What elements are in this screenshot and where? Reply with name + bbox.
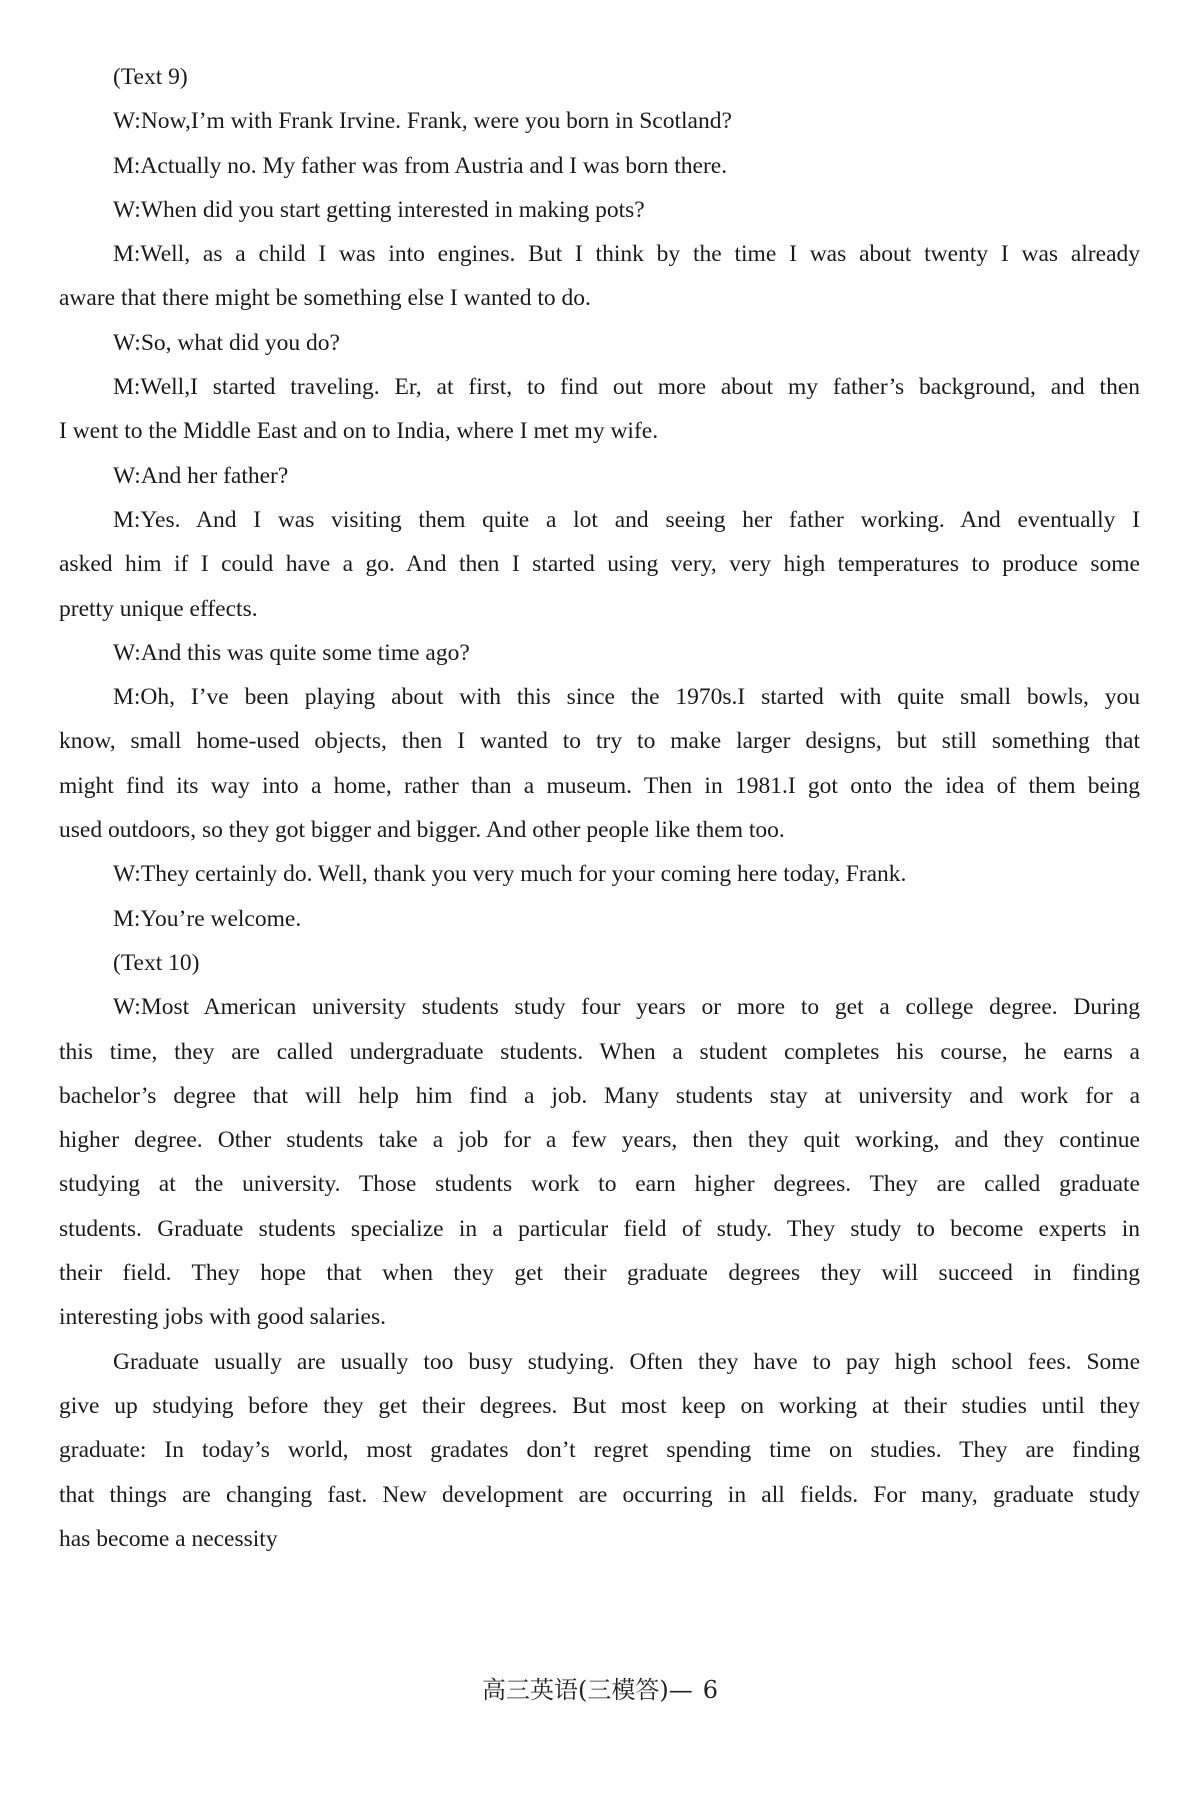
page-number: 6 xyxy=(702,1676,718,1704)
text-line: studying at the university. Those students work to earn higher degrees. They are called graduate xyxy=(59,1171,1140,1198)
text-line: M:You’re welcome. xyxy=(113,905,302,932)
text-line: (Text 10) xyxy=(113,949,200,976)
paragraph-m1 xyxy=(59,144,1140,188)
text-line: give up studying before they get their degrees. But most keep on working at their studies until they xyxy=(59,1392,1140,1419)
document-body xyxy=(59,55,1140,1561)
text-line: W:Now,I’m with Frank Irvine. Frank, were you born in Scotland? xyxy=(113,108,732,135)
paragraph-w1 xyxy=(59,99,1140,143)
text-line: I went to the Middle East and on to India, where I met my wife. xyxy=(59,418,659,445)
paragraph-m6 xyxy=(59,897,1140,941)
text-line: M:Yes. And I was visiting them quite a lot and seeing her father working. And eventually I xyxy=(113,506,1140,533)
text-line: this time, they are called undergraduate students. When a student completes his course, he earns a xyxy=(59,1038,1140,1065)
paragraph-w6 xyxy=(59,852,1140,896)
footer-title: 高三英语(三模答)— xyxy=(481,1676,693,1704)
text-line: W:And this was quite some time ago? xyxy=(113,639,470,666)
text-line: M:Well,I started traveling. Er, at first, to find out more about my father’s background, and then xyxy=(113,374,1140,401)
text-line: W:They certainly do. Well, thank you very much for your coming here today, Frank. xyxy=(113,861,907,888)
paragraph-m3 xyxy=(59,365,1140,454)
text-line: Graduate usually are usually too busy studying. Often they have to pay high school fees. Some xyxy=(113,1348,1140,1375)
text-line: know, small home-used objects, then I wanted to try to make larger designs, but still something that xyxy=(59,728,1140,755)
paragraph-m5 xyxy=(59,675,1140,852)
text-line: aware that there might be something else I wanted to do. xyxy=(59,285,591,312)
text-line: used outdoors, so they got bigger and bigger. And other people like them too. xyxy=(59,817,785,844)
text-line: (Text 9) xyxy=(113,64,188,90)
paragraph-w2 xyxy=(59,188,1140,232)
text-line: M:Well, as a child I was into engines. But I think by the time I was about twenty I was already xyxy=(113,241,1140,268)
paragraph-p2 xyxy=(59,1340,1140,1561)
text-line: higher degree. Other students take a job for a few years, then they quit working, and they continue xyxy=(59,1127,1140,1154)
paragraph-m2 xyxy=(59,232,1140,321)
text-line: graduate: In today’s world, most gradates don’t regret spending time on studies. They are finding xyxy=(59,1437,1140,1464)
text-line: has become a necessity xyxy=(59,1525,278,1552)
text-line: M:Oh, I’ve been playing about with this since the 1970s.I started with quite small bowls, you xyxy=(113,684,1140,711)
paragraph-text10-heading xyxy=(59,941,1140,985)
paragraph-w3 xyxy=(59,321,1140,365)
paragraph-m4 xyxy=(59,498,1140,631)
text-line: M:Actually no. My father was from Austria and I was born there. xyxy=(113,152,728,179)
page-footer xyxy=(0,1672,1200,1708)
text-line: W:When did you start getting interested in making pots? xyxy=(113,196,645,223)
paragraph-text9-heading xyxy=(59,55,1140,99)
text-line: their field. They hope that when they get their graduate degrees they will succeed in finding xyxy=(59,1260,1140,1287)
paragraph-w5 xyxy=(59,631,1140,675)
text-line: interesting jobs with good salaries. xyxy=(59,1304,386,1331)
text-line: asked him if I could have a go. And then I started using very, very high temperatures to produce some xyxy=(59,551,1140,578)
text-line: W:Most American university students study four years or more to get a college degree. During xyxy=(113,994,1140,1021)
paragraph-w7 xyxy=(59,985,1140,1339)
text-line: that things are changing fast. New development are occurring in all fields. For many, graduate study xyxy=(59,1481,1140,1508)
paragraph-w4 xyxy=(59,454,1140,498)
text-line: pretty unique effects. xyxy=(59,595,258,622)
text-line: students. Graduate students specialize in a particular field of study. They study to become experts in xyxy=(59,1215,1140,1242)
text-line: bachelor’s degree that will help him find a job. Many students stay at university and work for a xyxy=(59,1082,1140,1109)
text-line: W:So, what did you do? xyxy=(113,329,340,356)
text-line: W:And her father? xyxy=(113,462,289,489)
text-line: might find its way into a home, rather than a museum. Then in 1981.I got onto the idea of them being xyxy=(59,772,1140,799)
